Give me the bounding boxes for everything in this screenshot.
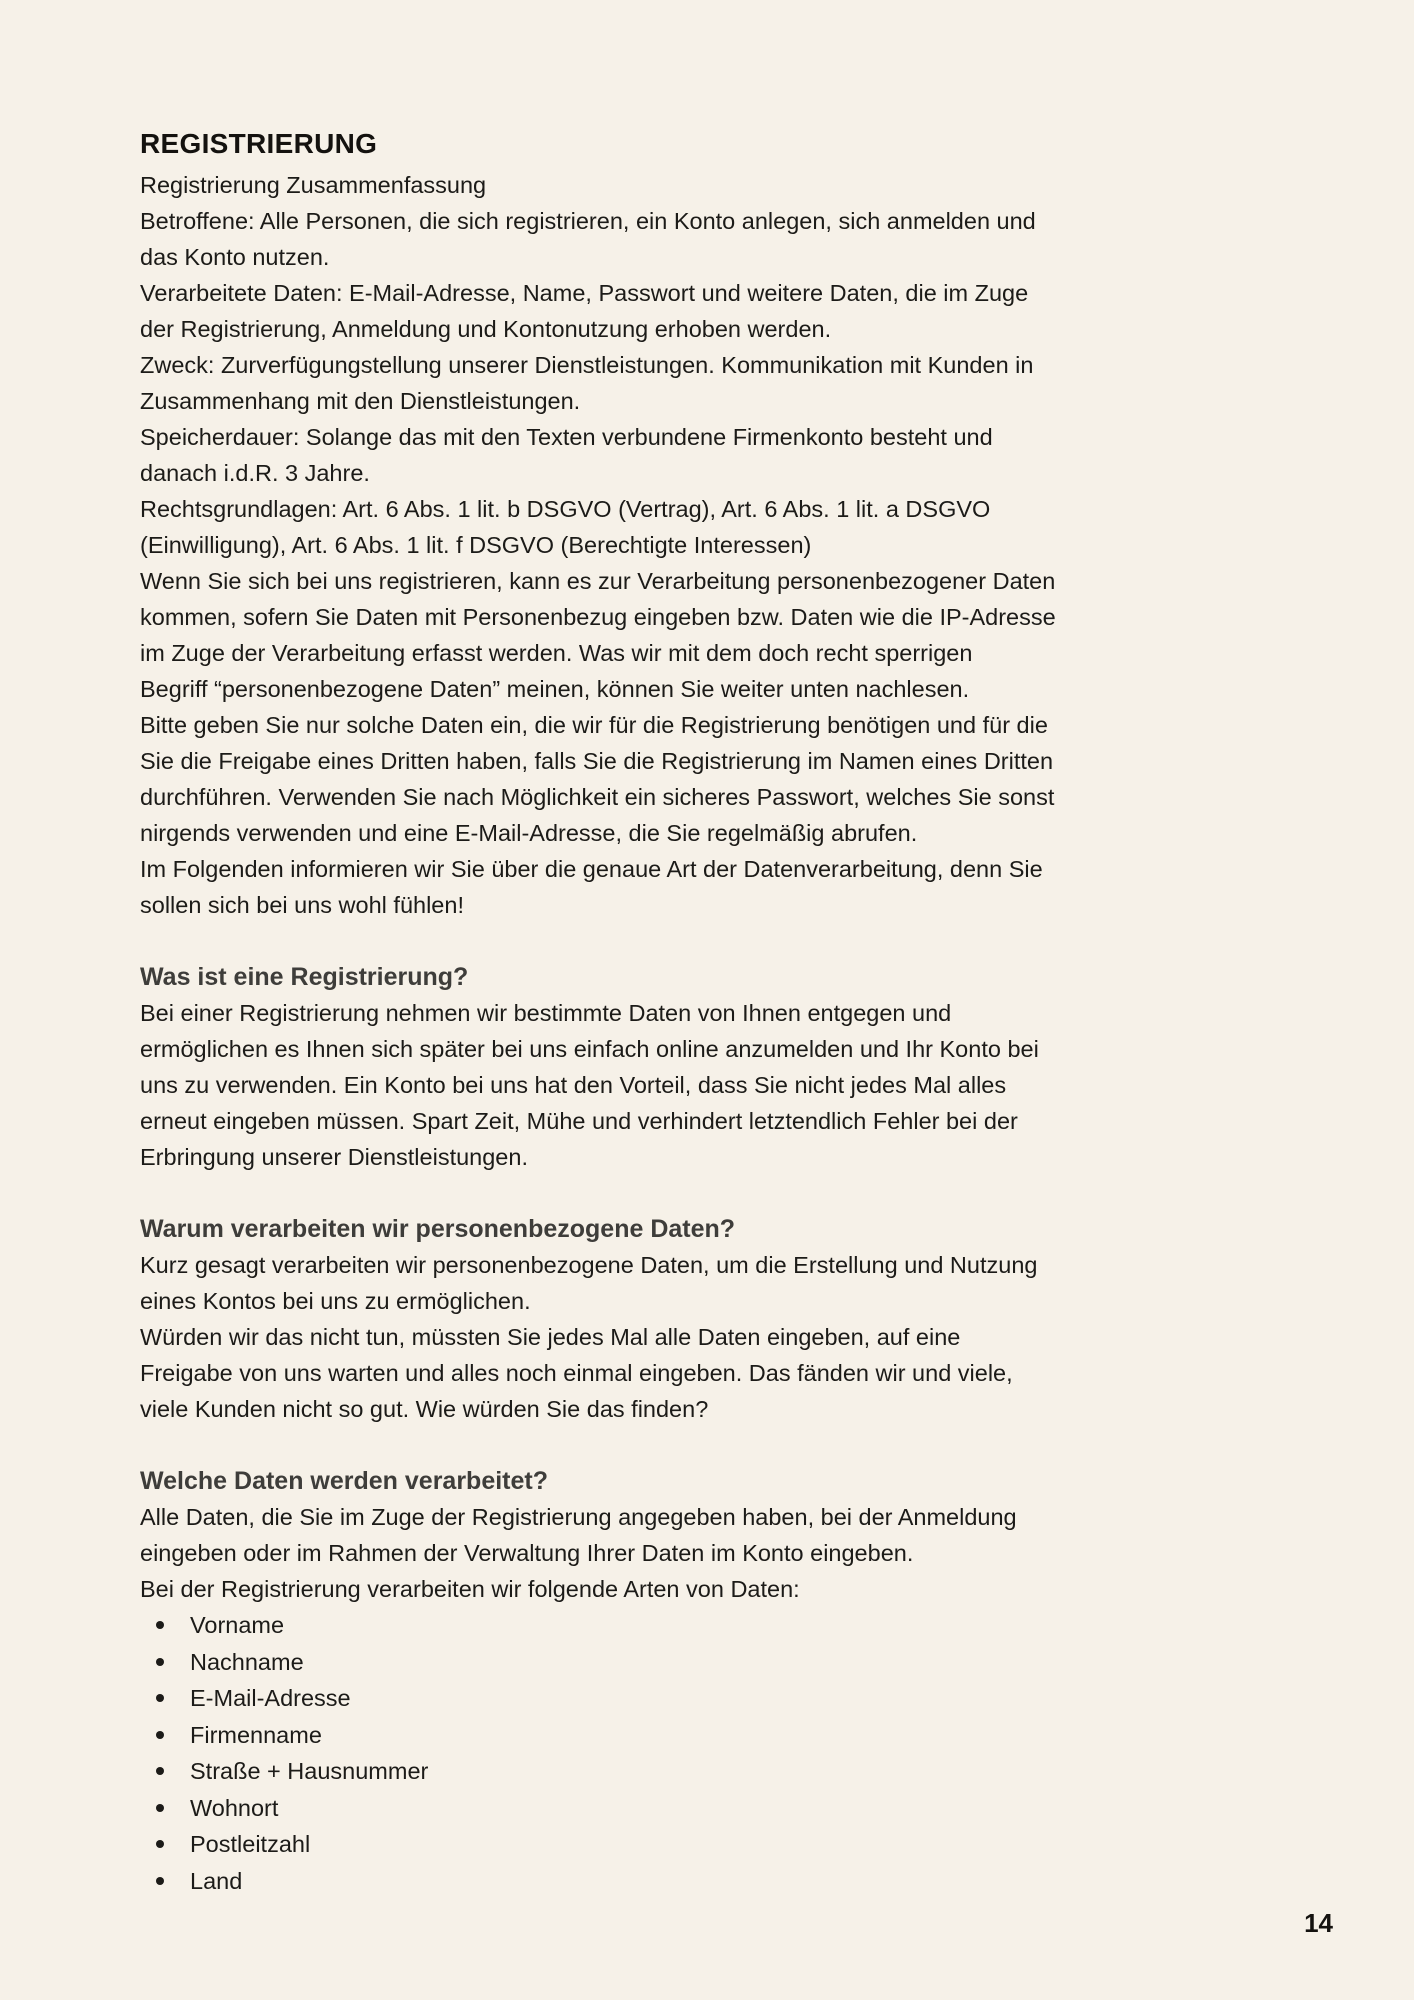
text-line: Bitte geben Sie nur solche Daten ein, die wir für die Registrierung benötigen und für die (140, 712, 1048, 738)
list-item (140, 1863, 1290, 1900)
list-item-label: Land (190, 1867, 243, 1894)
text-line: Begriff “personenbezogene Daten” meinen, können Sie weiter unten nachlesen. (140, 676, 970, 702)
bullet-icon (156, 1621, 164, 1629)
list-item (140, 1753, 1290, 1790)
text-line: das Konto nutzen. (140, 244, 330, 270)
bullet-icon (156, 1767, 164, 1775)
subsection-heading-registrierung: Was ist eine Registrierung? (140, 963, 469, 991)
bullet-icon (156, 1804, 164, 1812)
list-item-label: Wohnort (190, 1794, 279, 1821)
intro-paragraph (140, 167, 1290, 923)
list-item-label: Postleitzahl (190, 1831, 311, 1857)
text-line: viele Kunden nicht so gut. Wie würden Sie das finden? (140, 1396, 709, 1422)
paragraph-warum (140, 1247, 1290, 1427)
text-line: Zweck: Zurverfügungstellung unserer Dienstleistungen. Kommunikation mit Kunden in (140, 352, 1034, 378)
text-line: Registrierung Zusammenfassung (140, 172, 487, 198)
text-line: Erbringung unserer Dienstleistungen. (140, 1144, 528, 1170)
text-line: uns zu verwenden. Ein Konto bei uns hat den Vorteil, dass Sie nicht jedes Mal alles (140, 1072, 1007, 1098)
text-line: durchführen. Verwenden Sie nach Möglichkeit ein sicheres Passwort, welches Sie sonst (140, 784, 1055, 810)
page-number: 14 (1304, 1908, 1333, 1938)
page-content (140, 121, 1290, 1899)
text-line: der Registrierung, Anmeldung und Kontonutzung erhoben werden. (140, 316, 832, 342)
text-line: Würden wir das nicht tun, müssten Sie jedes Mal alle Daten eingeben, auf eine (140, 1324, 961, 1350)
text-line: Betroffene: Alle Personen, die sich registrieren, ein Konto anlegen, sich anmelden und (140, 208, 1036, 234)
text-line: Wenn Sie sich bei uns registrieren, kann es zur Verarbeitung personenbezogener Daten (140, 568, 1056, 594)
subsection-heading-warum: Warum verarbeiten wir personenbezogene Daten? (140, 1215, 736, 1243)
list-item-label: E-Mail-Adresse (190, 1685, 351, 1711)
text-line: Verarbeitete Daten: E-Mail-Adresse, Name, Passwort und weitere Daten, die im Zuge (140, 280, 1029, 306)
text-line: sollen sich bei uns wohl fühlen! (140, 892, 464, 918)
bullet-icon (156, 1877, 164, 1885)
paragraph-registrierung (140, 995, 1290, 1175)
bullet-icon (156, 1658, 164, 1666)
text-line: Kurz gesagt verarbeiten wir personenbezogene Daten, um die Erstellung und Nutzung (140, 1252, 1038, 1278)
text-line: Sie die Freigabe eines Dritten haben, falls Sie die Registrierung im Namen eines Dritten (140, 748, 1054, 774)
subsection-heading-welche-daten: Welche Daten werden verarbeitet? (140, 1467, 549, 1495)
list-item (140, 1717, 1290, 1754)
text-line: Rechtsgrundlagen: Art. 6 Abs. 1 lit. b DSGVO (Vertrag), Art. 6 Abs. 1 lit. a DSGVO (140, 496, 991, 522)
text-line: eines Kontos bei uns zu ermöglichen. (140, 1288, 531, 1314)
data-types-list (140, 1607, 1290, 1899)
text-line: erneut eingeben müssen. Spart Zeit, Mühe und verhindert letztendlich Fehler bei der (140, 1108, 1018, 1134)
text-line: Im Folgenden informieren wir Sie über die genaue Art der Datenverarbeitung, denn Sie (140, 856, 1043, 882)
text-line: Bei der Registrierung verarbeiten wir folgende Arten von Daten: (140, 1576, 800, 1602)
list-item-label: Firmenname (190, 1721, 322, 1748)
paragraph-welche-daten (140, 1499, 1290, 1607)
list-item (140, 1790, 1290, 1827)
text-line: Bei einer Registrierung nehmen wir bestimmte Daten von Ihnen entgegen und (140, 1000, 952, 1026)
text-line: ermöglichen es Ihnen sich später bei uns einfach online anzumelden und Ihr Konto bei (140, 1036, 1039, 1062)
list-item-label: Straße + Hausnummer (190, 1758, 429, 1784)
list-item (140, 1826, 1290, 1863)
paragraph-spacer (140, 1175, 1290, 1211)
text-line: Freigabe von uns warten und alles noch einmal eingeben. Das fänden wir und viele, (140, 1360, 1013, 1386)
paragraph-spacer (140, 1427, 1290, 1463)
page-title: REGISTRIERUNG (140, 128, 378, 159)
text-line: im Zuge der Verarbeitung erfasst werden. Was wir mit dem doch recht sperrigen (140, 640, 973, 666)
text-line: danach i.d.R. 3 Jahre. (140, 460, 370, 486)
text-line: Speicherdauer: Solange das mit den Texten verbundene Firmenkonto besteht und (140, 424, 993, 450)
list-item-label: Vorname (190, 1612, 285, 1638)
bullet-icon (156, 1694, 164, 1702)
list-item-label: Nachname (190, 1648, 304, 1675)
bullet-icon (156, 1731, 164, 1739)
text-line: Alle Daten, die Sie im Zuge der Registrierung angegeben haben, bei der Anmeldung (140, 1504, 1017, 1530)
text-line: Zusammenhang mit den Dienstleistungen. (140, 388, 581, 414)
list-item (140, 1607, 1290, 1644)
paragraph-spacer (140, 923, 1290, 959)
text-line: eingeben oder im Rahmen der Verwaltung Ihrer Daten im Konto eingeben. (140, 1540, 914, 1566)
text-line: (Einwilligung), Art. 6 Abs. 1 lit. f DSGVO (Berechtigte Interessen) (140, 532, 812, 558)
text-line: nirgends verwenden und eine E-Mail-Adresse, die Sie regelmäßig abrufen. (140, 820, 918, 846)
list-item (140, 1644, 1290, 1681)
list-item (140, 1680, 1290, 1717)
bullet-icon (156, 1840, 164, 1848)
text-line: kommen, sofern Sie Daten mit Personenbezug eingeben bzw. Daten wie die IP-Adresse (140, 604, 1056, 630)
